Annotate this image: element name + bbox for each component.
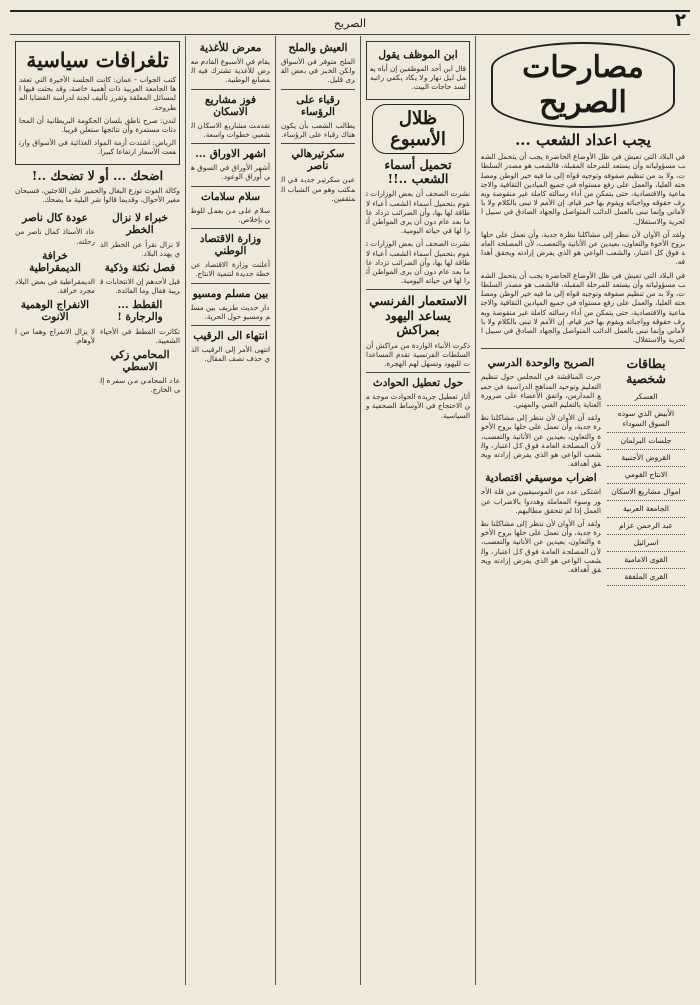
telegraph-body-3: الرياض: اشتدت أزمة المواد الغذائية في الأسواق وارتفعت الأسعار ارتفاعا كبيرا. — [19, 138, 176, 157]
joke-headline: فصل نكتة وذكية — [104, 261, 176, 274]
card-item: القرى الملفقة — [607, 569, 685, 586]
housing-body: تقدمت مشاريع الاسكان الشعبي خطوات واسعة. — [191, 120, 270, 139]
card-item: الأبيض الذي سوده السوق السوداء — [607, 406, 685, 433]
telegraph-banner: تلغرافات سياسية — [26, 48, 169, 72]
map-body: الديمقراطية في بعض البلاد مجرد خرافة. — [15, 277, 95, 296]
chiefs-body: يطالب الشعب بأن يكون هناك رقباء على الرؤساء. — [281, 120, 355, 139]
life-body: الملح متوفر في الأسواق ولكن الخبز في بعض القرى قليل. — [281, 57, 355, 85]
column-1 — [475, 36, 690, 985]
chiefs-headline: رقباء على الرؤساء — [296, 93, 340, 118]
culture-headline: الصريح والوحدة الدرسي — [487, 357, 595, 370]
lawyer-body: عاد المحامي من سفره إلى الخارج. — [100, 376, 180, 395]
column-banner: مصارحات الصريح — [491, 42, 675, 128]
column-5 — [10, 36, 185, 985]
housing-headline: فوز مشاريع الاسكان — [205, 93, 256, 118]
card-item: الجامعة العربية — [607, 501, 685, 518]
column-3 — [275, 36, 360, 985]
culture-body-2: ولقد آن الأوان لأن ننظر إلى مشاكلنا نظرة جدية، وأن نعمل على حلها بروح الأخوة والتعاون، بعيدين عن الأنانية والتعصب، لأن المصلحة العامة فوق كل اعتبار، والشعب الواعي هو الذي يفرض إرادته ويحقق أهدافه. — [481, 413, 601, 469]
cards-box — [607, 353, 685, 588]
laugh-body: وكالة الغوث توزع البغال والحمير على اللاجئين، فسبحان مغير الأحوال، وقديما قالوا شر البلية ما يضحك. — [15, 186, 180, 205]
economy-body: أعلنت وزارة الاقتصاد عن خطة جديدة لتنمية الانتاج. — [191, 260, 270, 279]
page-number: ٢ — [675, 10, 686, 31]
card-item: اموال مشاريع الاسكان — [607, 484, 685, 501]
card-item: الانتاج القومي — [607, 467, 685, 484]
people-headline: تحميل أسماء الشعب ..!! — [384, 156, 452, 187]
papers-body: أشهر الأوراق في السوق هي أوراق الوعود. — [191, 163, 270, 182]
expo-body: يقام في الأسبوع القادم معرض للأغذية تشترك فيه المصانع الوطنية. — [191, 57, 270, 85]
bread-body: لا نزال نقرأ عن الخطر الذي يهدد البلاد. — [100, 239, 180, 258]
week-banner: ظلال الأسبوع — [372, 104, 464, 154]
incidents-headline: حول تعطيل الحوادث — [372, 377, 464, 390]
column-2 — [360, 36, 475, 985]
lead-headline: يجب اعداد الشعب ... — [515, 131, 651, 149]
expo-headline: معرض للأغذية — [199, 42, 262, 54]
life-headline: العيش والملح — [288, 42, 348, 54]
return-body: عاد الأستاذ كمال ناصر من رحلته. — [15, 227, 95, 246]
cards-list — [607, 389, 685, 586]
music-body-2: ولقد آن الأوان لأن ننظر إلى مشاكلنا نظرة جدية، وأن نعمل على حلها بروح الأخوة والتعاون، بعيدين عن الأنانية والتعصب، لأن المصلحة العامة فوق كل اعتبار، والشعب الواعي هو الذي يفرض إرادته ويحقق أهدافه. — [481, 519, 601, 575]
card-item: اسرائيل — [607, 535, 685, 552]
map-headline: خرافة الديمقراطية — [29, 249, 81, 274]
death-body: لا يزال الانفراج وهما من الأوهام. — [15, 326, 95, 345]
papers-headline: اشهر الاوراق ... — [195, 148, 266, 161]
nasser-headline: سكرتيرهالي ناصر — [291, 148, 345, 173]
card-item: عبد الرحمن عزام — [607, 518, 685, 535]
colonial-headline: الاستعمار الفرنسي يساعد اليهود بمراكش — [369, 293, 467, 338]
telegraph-body: كتب الجواب - عمان: كانت الجلسة الأخيرة التي تعقدها الجامعة العربية ذات أهمية خاصة، وقد بحثت فيها المسائل المعلقة وتقرر تأليف لجنة لدراسة القضايا المطروحة. — [19, 75, 176, 112]
newspaper-page — [10, 10, 690, 985]
return-headline: عودة كال ناصر — [22, 212, 88, 225]
people-body: نشرت الصحف أن بعض الوزارات تقوم بتحميل أسماء الشعب أعباء لا طاقة لها بها، وأن الضرائب تزداد عاما بعد عام دون أن يرى المواطن أثرا لها في حياته اليومية. — [366, 189, 470, 236]
greetings-body: سلام على من يعمل للوطن بإخلاص. — [191, 205, 270, 224]
employee-box — [366, 41, 470, 100]
music-body: اشتكى عدد من الموسيقيين من قلة الأجور وسوء المعاملة وهددوا بالاضراب عن العمل إذا لم تتحقق مطالبهم. — [481, 487, 601, 515]
crisis-headline: انتهاء الى الرقيب — [193, 330, 268, 343]
laugh-headline: اضحك ... أو لا تضحك ..! — [31, 167, 164, 183]
incidents-body: أثار تعطيل جريدة الحوادث موجة من الاحتجاج في الأوساط الصحفية والسياسية. — [366, 392, 470, 420]
people-body-2: نشرت الصحف أن بعض الوزارات تقوم بتحميل أسماء الشعب أعباء لا طاقة لها بها، وأن الضرائب تزداد عاما بعد عام دون أن يرى المواطن أثرا لها في حياته اليومية. — [366, 239, 470, 286]
bread-headline: خبراء لا نزال الخطر — [112, 212, 168, 237]
economy-headline: وزارة الاقتصاد الوطني — [199, 233, 262, 258]
telegraph-body-2: لندن: صرح ناطق بلسان الحكومة البريطانية أن المحادثات مستمرة وأن نتائجها ستعلن قريبا. — [19, 115, 176, 135]
card-item: العسكر — [607, 389, 685, 406]
lead-body: في البلاد التي تعيش في ظل الأوضاع الحاضرة يجب أن يتحمل الشعب مسؤولياته وأن يستعد للمرحلة المقبلة، فالشعب هو مصدر السلطات، ولا بد من تنظيم صفوفه وتوجيه قواه إلى ما فيه خير الوطن ومصلحته العليا، والعمل على رفع مستواه في جميع الميادين الثقافية والاجتماعية والاقتصادية، حتى يتمكن من أداء رسالته كاملة غير منقوصة ويعرف حقوقه وواجباته ويقوم بها خير قيام. إن الأمم لا تبنى بالكلام ولا بالأماني وإنما تبنى بالعمل الدائب المتواصل والجهاد الصادق في سبيل الحرية والاستقلال. — [481, 152, 685, 226]
lead-body-3: في البلاد التي تعيش في ظل الأوضاع الحاضرة يجب أن يتحمل الشعب مسؤولياته وأن يستعد للمرحلة المقبلة، فالشعب هو مصدر السلطات، ولا بد من تنظيم صفوفه وتوجيه قواه إلى ما فيه خير الوطن ومصلحته العليا، والعمل على رفع مستواه في جميع الميادين الثقافية والاجتماعية والاقتصادية، حتى يتمكن من أداء رسالته كاملة غير منقوصة ويعرف حقوقه وواجباته ويقوم بها خير قيام. إن الأمم لا تبنى بالكلام ولا بالأماني وإنما تبنى بالعمل الدائب المتواصل والجهاد الصادق في سبيل الحرية والاستقلال. — [481, 270, 685, 345]
card-item: القروض الأجنبية — [607, 450, 685, 467]
cats-headline: القطط ... والرجارة ! — [117, 299, 163, 324]
music-headline: اضراب موسيقي اقتصادية — [485, 472, 597, 485]
colonial-body: ذكرت الأنباء الواردة من مراكش أن السلطات الفرنسية تقدم المساعدات لليهود وتسهل لهم الهجرة. — [366, 340, 470, 368]
joke-body: قيل لأحدهم إن الانتخابات قريبة فقال وما الفائدة. — [100, 277, 180, 296]
lead-body-2: ولقد آن الأوان لأن ننظر إلى مشاكلنا نظرة جدية، وأن نعمل على حلها بروح الأخوة والتعاون، بعيدين عن الأنانية والتعصب، لأن المصلحة العامة فوق كل اعتبار، والشعب الواعي هو الذي يفرض إرادته ويحقق أهدافه. — [481, 229, 685, 267]
masthead — [10, 12, 690, 35]
card-item: القوى الامامية — [607, 552, 685, 569]
nasser-body: عين سكرتير جديد في المكتب وهو من الشباب المثقفين. — [281, 175, 355, 203]
column-4 — [185, 36, 275, 985]
employee-body: قال ابن أحد الموظفين إن أباه يعمل ليل نهار ولا يكاد يكفي راتبه لسد حاجات البيت. — [370, 64, 466, 92]
culture-body: جرت المناقشة في المجلس حول تنظيم التعليم وتوحيد المناهج الدراسية في جميع المدارس، واتفق الأعضاء على ضرورة العناية بالتعليم الفني والمهني. — [481, 372, 601, 409]
between-headline: بين مسلم ومسيو — [192, 287, 269, 300]
card-item: جلسات البرلمان — [607, 433, 685, 450]
greetings-headline: سلام سلامات — [201, 190, 260, 203]
paper-name: الصريح — [333, 16, 367, 30]
death-headline: الانفراج الوهمية الانوت — [20, 299, 90, 324]
crisis-body: انتهى الأمر إلى الرقيب الذي حذف نصف المقال. — [191, 345, 270, 364]
cards-title: بطاقات شخصية — [626, 356, 666, 386]
lawyer-headline: المحامي زكي الاسطي — [110, 348, 170, 373]
cats-body: تكاثرت القطط في الأحياء الشعبية. — [100, 326, 180, 345]
between-body: دار حديث طريف بين مسلم ومسيو حول الحرية. — [191, 302, 270, 321]
employee-headline: ابن الموظف يقول — [378, 49, 458, 61]
telegraph-box — [15, 41, 180, 165]
